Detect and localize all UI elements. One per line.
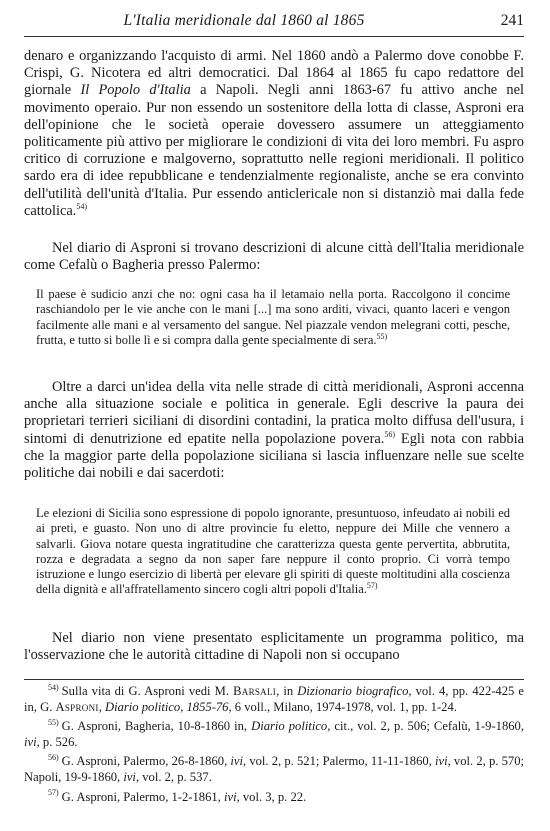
footnote-number: 57) xyxy=(48,788,59,798)
footnote-number: 54) xyxy=(48,682,59,692)
footnote-ref-57: 57) xyxy=(366,581,378,591)
text-run: denaro e organizzando l'acquisto di armi. Nel 1860 andò a Palermo dove conobbe F. Crispi, G. Nicotera ed altri democratici. Dal 1864 al 1865 fu capo redattore del giornale xyxy=(24,48,524,99)
footnote-ref-54: 54) xyxy=(76,202,88,212)
text-run: Sulla vita di G. Asproni vedi M. xyxy=(61,684,234,698)
text-run: , vol. 2, p. 537. xyxy=(135,769,212,784)
footnote-54 xyxy=(24,684,524,715)
ibid-marker: ivi xyxy=(24,734,37,749)
page-number: 241 xyxy=(500,12,524,29)
paragraph-text: Nel diario non viene presentato esplicitamente un programma politico, ma l'osservazione che le autorità cittadine di Napoli non si occupano xyxy=(24,630,524,664)
text-run: , vol. 3, p. 22. xyxy=(236,789,307,804)
block-quote-cefalu xyxy=(36,287,510,348)
work-title: Dizionario biografico xyxy=(297,684,409,698)
text-run: , vol. 2, p. 521; Palermo, 11-11-1860, xyxy=(243,754,436,769)
author-name: Asproni xyxy=(55,699,99,714)
footnote-57 xyxy=(24,790,524,806)
page-header xyxy=(24,10,524,37)
text-run: , 6 voll., Milano, 1974-1978, vol. 1, pp. 1-24. xyxy=(228,699,457,714)
text-run: , vol. 4, pp. 422-425 e in, G. xyxy=(24,684,525,714)
block-quote-elections xyxy=(36,506,510,598)
text-run: G. Asproni, Palermo, 26-8-1860, xyxy=(61,754,231,769)
author-name: Barsali xyxy=(233,684,277,698)
text-run: , xyxy=(98,699,105,714)
text-run: Egli nota con rabbia che la maggior parte della popolazione siciliana si lascia influenzare nelle sue scelte politiche dai nobili e dai sacerdoti: xyxy=(24,430,524,482)
text-run: Oltre a darci un'idea della vita nelle strade di città meridionali, Asproni accenna anche alla situazione sociale e politica in generale. Egli descrive la paura dei proprietari terrieri siciliani di disordini contadini, la pratica molto diffusa dell'usura, i sintomi di denutrizione ed epatite nella popolazione povera. xyxy=(24,379,524,447)
quote-text xyxy=(36,287,510,348)
text-run: G. Asproni, Palermo, 1-2-1861, xyxy=(61,789,224,804)
footnote-55 xyxy=(24,719,524,750)
work-title: Diario politico xyxy=(251,719,328,734)
text-run: , cit., vol. 2, p. 506; Cefalù, 1-9-1860, xyxy=(327,719,524,734)
footnote-number: 56) xyxy=(48,753,59,763)
ibid-marker: ivi xyxy=(123,769,136,784)
footnote-ref-55: 55) xyxy=(376,331,388,341)
ibid-marker: ivi xyxy=(435,754,448,769)
text-run: , p. 526. xyxy=(36,734,78,749)
text-run: Il paese è sudicio anzi che no: ogni casa ha il letamaio nella porta. Raccolgono il concime raschiandolo per le vie anche con le mani [...] ma sono arditi, vivaci, quanto laceri e vengon facilmente alle mani e al versamento del sangue. Nel piazzale vendon melegrani cotti, pesche, frutta, e tutto si bolle lì e si compra dalla gente specialmente di sera. xyxy=(36,287,510,347)
paragraph-text xyxy=(24,379,524,482)
running-title: L'Italia meridionale dal 1860 al 1865 xyxy=(123,12,365,29)
quote-text xyxy=(36,506,510,598)
paragraph-diary-program xyxy=(24,630,524,664)
text-run: a Napoli. Negli anni 1863-67 fu attivo anche nel movimento operaio. Pur non essendo un sostenitore della lotta di classe, Asproni era dell'opinione che le società operaie dovessero assumere un atteggiamento politicamente più attivo per migliorare le condizioni di vita dei loro membri. Fu aspro critico di corruzione e malgoverno, soprattutto nelle regioni meridionali. Il politico sardo era di idee repubblicane e tendenzialmente regionaliste, anche se era convinto dell'utilità dell'unità d'Italia. Pur essendo anticlericale non si distanziò mai dalla fede cattolica. xyxy=(24,82,525,219)
paragraph-biography xyxy=(24,48,524,220)
text-run: , vol. 2, p. 570; Napoli, 19-9-1860, xyxy=(24,754,524,784)
paragraph-text: Nel diario di Asproni si trovano descrizioni di alcune città dell'Italia meridionale come Cefalù o Bagheria presso Palermo: xyxy=(24,240,524,274)
paragraph-text xyxy=(24,48,524,220)
text-run: , in xyxy=(276,684,298,698)
text-run: G. Asproni, Bagheria, 10-8-1860 in, xyxy=(61,719,252,734)
footnote-ref-56: 56) xyxy=(384,429,396,439)
footnote-number: 55) xyxy=(48,718,59,727)
footnote-56 xyxy=(24,754,524,785)
ibid-marker: ivi xyxy=(223,789,237,804)
ibid-marker: ivi xyxy=(230,754,243,769)
paragraph-diary-intro xyxy=(24,240,524,274)
work-title: Diario politico, 1855-76 xyxy=(105,699,229,714)
footnotes-section xyxy=(24,679,524,809)
paragraph-social-situation xyxy=(24,379,524,482)
text-run: Le elezioni di Sicilia sono espressione di popolo ignorante, presuntuoso, infeudato ai nobili ed ai preti, e guasto. Non uno di altre provincie fu eletto, neppure dei Mille che vennero a salvarli. Giova notare questa ingratitudine che caratterizza questa gente pervertita, abbrutita, rozza e degradata a segno da non saper fare neppure il conto proprio. Ci vorrà tempo istruzione e lungo esercizio di libertà per elevare gli spiriti di queste moltitudini alla coscienza della dignità e all'affratellamento sincero cogli altri popoli d'Italia. xyxy=(36,506,510,597)
newspaper-title: Il Popolo d'Italia xyxy=(80,82,191,99)
